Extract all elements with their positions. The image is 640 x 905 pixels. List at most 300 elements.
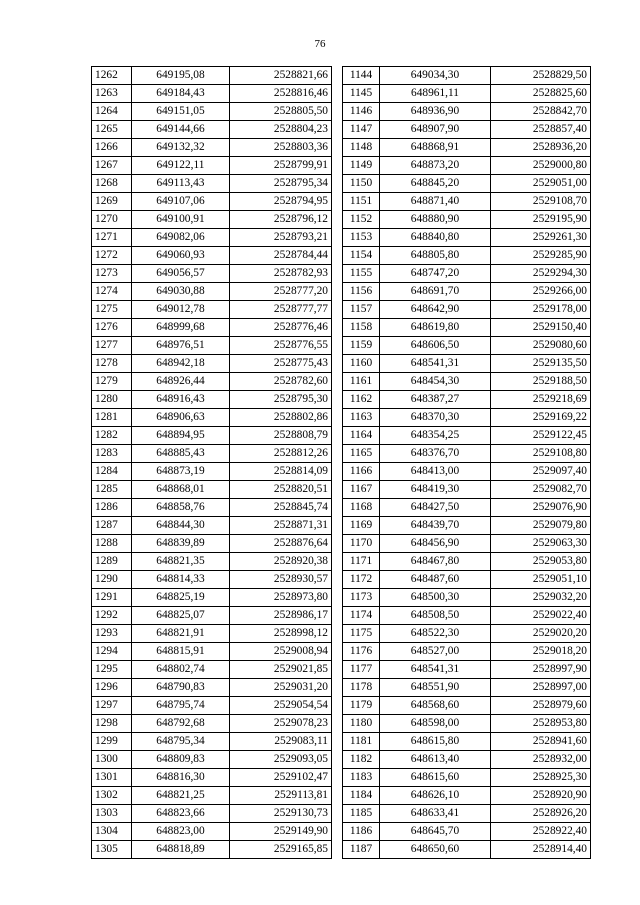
- coordinate-y: 2528920,90: [491, 787, 591, 805]
- table-row: [92, 823, 332, 841]
- point-number: 1164: [343, 427, 380, 445]
- coordinate-y: 2529169,22: [491, 409, 591, 427]
- coordinate-y: 2528793,21: [230, 229, 332, 247]
- point-number: 1264: [92, 103, 132, 121]
- coordinate-y: 2528799,91: [230, 157, 332, 175]
- coordinate-x: 648527,00: [380, 643, 491, 661]
- table-row: [92, 355, 332, 373]
- coordinate-y: 2529078,23: [230, 715, 332, 733]
- coordinate-x: 649195,08: [132, 67, 230, 85]
- point-number: 1287: [92, 517, 132, 535]
- point-number: 1262: [92, 67, 132, 85]
- point-number: 1182: [343, 751, 380, 769]
- coordinate-x: 648907,90: [380, 121, 491, 139]
- coordinate-x: 648839,89: [132, 535, 230, 553]
- coordinate-x: 649122,11: [132, 157, 230, 175]
- table-row: [343, 247, 591, 265]
- table-row: [343, 85, 591, 103]
- coordinate-y: 2528997,00: [491, 679, 591, 697]
- point-number: 1156: [343, 283, 380, 301]
- point-number: 1166: [343, 463, 380, 481]
- point-number: 1184: [343, 787, 380, 805]
- coordinate-y: 2529000,80: [491, 157, 591, 175]
- table-row: [343, 733, 591, 751]
- coordinate-x: 648613,40: [380, 751, 491, 769]
- table-row: [92, 589, 332, 607]
- table-row: [343, 103, 591, 121]
- coordinate-y: 2529135,50: [491, 355, 591, 373]
- point-number: 1271: [92, 229, 132, 247]
- point-number: 1151: [343, 193, 380, 211]
- coordinate-y: 2529266,00: [491, 283, 591, 301]
- table-row: [343, 787, 591, 805]
- coordinate-x: 648598,00: [380, 715, 491, 733]
- coordinate-x: 649184,43: [132, 85, 230, 103]
- coordinate-y: 2528930,57: [230, 571, 332, 589]
- coordinate-x: 649012,78: [132, 301, 230, 319]
- coordinate-x: 649107,06: [132, 193, 230, 211]
- table-row: [92, 67, 332, 85]
- table-row: [92, 535, 332, 553]
- coordinate-y: 2528973,80: [230, 589, 332, 607]
- coordinate-x: 648906,63: [132, 409, 230, 427]
- coordinate-y: 2529054,54: [230, 697, 332, 715]
- coordinate-x: 648916,43: [132, 391, 230, 409]
- coordinate-x: 648936,90: [380, 103, 491, 121]
- coordinate-y: 2528804,23: [230, 121, 332, 139]
- coordinate-x: 649151,05: [132, 103, 230, 121]
- coordinate-y: 2528776,55: [230, 337, 332, 355]
- table-row: [92, 409, 332, 427]
- table-row: [92, 679, 332, 697]
- point-number: 1167: [343, 481, 380, 499]
- coordinate-y: 2528812,26: [230, 445, 332, 463]
- point-number: 1301: [92, 769, 132, 787]
- table-row: [343, 373, 591, 391]
- coordinate-y: 2529008,94: [230, 643, 332, 661]
- table-row: [343, 535, 591, 553]
- coordinate-y: 2528821,66: [230, 67, 332, 85]
- point-number: 1278: [92, 355, 132, 373]
- point-number: 1177: [343, 661, 380, 679]
- coordinate-y: 2529051,00: [491, 175, 591, 193]
- table-row: [343, 553, 591, 571]
- coordinate-x: 648942,18: [132, 355, 230, 373]
- coordinate-x: 648376,70: [380, 445, 491, 463]
- coordinate-x: 648522,30: [380, 625, 491, 643]
- coordinate-y: 2528936,20: [491, 139, 591, 157]
- table-row: [343, 625, 591, 643]
- table-row: [343, 337, 591, 355]
- coordinate-y: 2528925,30: [491, 769, 591, 787]
- table-row: [343, 661, 591, 679]
- coordinate-y: 2528914,40: [491, 841, 591, 859]
- coordinate-y: 2529195,90: [491, 211, 591, 229]
- coordinate-y: 2529285,90: [491, 247, 591, 265]
- table-row: [92, 283, 332, 301]
- point-number: 1181: [343, 733, 380, 751]
- coordinate-y: 2529294,30: [491, 265, 591, 283]
- point-number: 1267: [92, 157, 132, 175]
- coordinate-x: 648868,91: [380, 139, 491, 157]
- coordinate-y: 2528871,31: [230, 517, 332, 535]
- coordinate-x: 648454,30: [380, 373, 491, 391]
- coordinate-x: 648825,19: [132, 589, 230, 607]
- coordinate-x: 648419,30: [380, 481, 491, 499]
- coordinate-x: 649113,43: [132, 175, 230, 193]
- coordinate-y: 2528979,60: [491, 697, 591, 715]
- point-number: 1175: [343, 625, 380, 643]
- coordinate-x: 648650,60: [380, 841, 491, 859]
- table-row: [92, 643, 332, 661]
- table-row: [343, 121, 591, 139]
- table-row: [343, 841, 591, 859]
- point-number: 1171: [343, 553, 380, 571]
- table-row: [343, 157, 591, 175]
- point-number: 1266: [92, 139, 132, 157]
- coordinate-y: 2529108,80: [491, 445, 591, 463]
- coordinate-x: 648747,20: [380, 265, 491, 283]
- table-row: [343, 211, 591, 229]
- coordinate-y: 2529032,20: [491, 589, 591, 607]
- coordinate-y: 2528784,44: [230, 247, 332, 265]
- point-number: 1163: [343, 409, 380, 427]
- table-row: [343, 175, 591, 193]
- point-number: 1286: [92, 499, 132, 517]
- coordinate-y: 2529093,05: [230, 751, 332, 769]
- coordinate-x: 648858,76: [132, 499, 230, 517]
- coordinate-x: 648619,80: [380, 319, 491, 337]
- point-number: 1265: [92, 121, 132, 139]
- coordinate-x: 649100,91: [132, 211, 230, 229]
- point-number: 1297: [92, 697, 132, 715]
- table-row: [343, 445, 591, 463]
- point-number: 1150: [343, 175, 380, 193]
- coordinate-x: 648606,50: [380, 337, 491, 355]
- coordinate-y: 2528782,93: [230, 265, 332, 283]
- coordinate-x: 648845,20: [380, 175, 491, 193]
- coordinates-table-right: [342, 66, 591, 859]
- coordinate-x: 648823,66: [132, 805, 230, 823]
- coordinate-x: 648615,80: [380, 733, 491, 751]
- table-row: [92, 481, 332, 499]
- point-number: 1176: [343, 643, 380, 661]
- coordinate-y: 2529080,60: [491, 337, 591, 355]
- coordinate-y: 2528775,43: [230, 355, 332, 373]
- coordinate-x: 648999,68: [132, 319, 230, 337]
- table-row: [92, 571, 332, 589]
- coordinate-y: 2528802,86: [230, 409, 332, 427]
- point-number: 1160: [343, 355, 380, 373]
- point-number: 1144: [343, 67, 380, 85]
- point-number: 1154: [343, 247, 380, 265]
- coordinate-y: 2528986,17: [230, 607, 332, 625]
- table-row: [343, 481, 591, 499]
- table-row: [343, 409, 591, 427]
- coordinate-x: 648795,34: [132, 733, 230, 751]
- coordinate-x: 648815,91: [132, 643, 230, 661]
- table-row: [92, 265, 332, 283]
- coordinate-x: 649056,57: [132, 265, 230, 283]
- coordinate-y: 2528796,12: [230, 211, 332, 229]
- coordinate-x: 648541,31: [380, 355, 491, 373]
- coordinate-x: 648500,30: [380, 589, 491, 607]
- coordinate-y: 2528794,95: [230, 193, 332, 211]
- point-number: 1168: [343, 499, 380, 517]
- point-number: 1300: [92, 751, 132, 769]
- table-row: [343, 301, 591, 319]
- coordinate-y: 2528857,40: [491, 121, 591, 139]
- coordinate-y: 2529021,85: [230, 661, 332, 679]
- point-number: 1284: [92, 463, 132, 481]
- point-number: 1174: [343, 607, 380, 625]
- point-number: 1288: [92, 535, 132, 553]
- coordinate-x: 648413,00: [380, 463, 491, 481]
- coordinates-table-left: [91, 66, 332, 859]
- table-row: [92, 625, 332, 643]
- point-number: 1273: [92, 265, 132, 283]
- table-row: [343, 607, 591, 625]
- coordinate-x: 648792,68: [132, 715, 230, 733]
- coordinate-x: 649060,93: [132, 247, 230, 265]
- coordinate-x: 648487,60: [380, 571, 491, 589]
- coordinate-y: 2528997,90: [491, 661, 591, 679]
- table-row: [92, 751, 332, 769]
- table-row: [343, 139, 591, 157]
- table-row: [92, 337, 332, 355]
- point-number: 1283: [92, 445, 132, 463]
- point-number: 1153: [343, 229, 380, 247]
- coordinate-y: 2528795,34: [230, 175, 332, 193]
- coordinate-y: 2528926,20: [491, 805, 591, 823]
- coordinate-x: 648805,80: [380, 247, 491, 265]
- coordinate-y: 2528816,46: [230, 85, 332, 103]
- point-number: 1272: [92, 247, 132, 265]
- table-row: [92, 463, 332, 481]
- point-number: 1155: [343, 265, 380, 283]
- coordinate-y: 2529051,10: [491, 571, 591, 589]
- coordinate-y: 2529076,90: [491, 499, 591, 517]
- coordinate-y: 2529083,11: [230, 733, 332, 751]
- coordinate-y: 2528842,70: [491, 103, 591, 121]
- table-row: [92, 661, 332, 679]
- coordinate-x: 649132,32: [132, 139, 230, 157]
- point-number: 1274: [92, 283, 132, 301]
- point-number: 1291: [92, 589, 132, 607]
- point-number: 1290: [92, 571, 132, 589]
- table-row: [92, 697, 332, 715]
- coordinate-y: 2529053,80: [491, 553, 591, 571]
- point-number: 1148: [343, 139, 380, 157]
- coordinate-x: 648821,35: [132, 553, 230, 571]
- coordinate-x: 648894,95: [132, 427, 230, 445]
- point-number: 1268: [92, 175, 132, 193]
- table-row: [343, 589, 591, 607]
- table-row: [92, 139, 332, 157]
- point-number: 1185: [343, 805, 380, 823]
- point-number: 1157: [343, 301, 380, 319]
- point-number: 1276: [92, 319, 132, 337]
- point-number: 1158: [343, 319, 380, 337]
- coordinate-y: 2528829,50: [491, 67, 591, 85]
- coordinate-x: 648823,00: [132, 823, 230, 841]
- coordinate-x: 648818,89: [132, 841, 230, 859]
- coordinate-y: 2529020,20: [491, 625, 591, 643]
- point-number: 1186: [343, 823, 380, 841]
- point-number: 1178: [343, 679, 380, 697]
- point-number: 1161: [343, 373, 380, 391]
- table-row: [343, 643, 591, 661]
- point-number: 1159: [343, 337, 380, 355]
- table-row: [343, 463, 591, 481]
- coordinate-y: 2529022,40: [491, 607, 591, 625]
- coordinate-x: 648976,51: [132, 337, 230, 355]
- coordinate-x: 648645,70: [380, 823, 491, 841]
- point-number: 1172: [343, 571, 380, 589]
- table-row: [343, 391, 591, 409]
- table-row: [92, 715, 332, 733]
- coordinate-y: 2528922,40: [491, 823, 591, 841]
- table-row: [92, 805, 332, 823]
- table-row: [92, 445, 332, 463]
- point-number: 1279: [92, 373, 132, 391]
- coordinate-y: 2528795,30: [230, 391, 332, 409]
- point-number: 1280: [92, 391, 132, 409]
- coordinate-x: 648825,07: [132, 607, 230, 625]
- point-number: 1281: [92, 409, 132, 427]
- coordinate-y: 2529178,00: [491, 301, 591, 319]
- coordinate-y: 2529122,45: [491, 427, 591, 445]
- coordinate-y: 2529102,47: [230, 769, 332, 787]
- point-number: 1298: [92, 715, 132, 733]
- coordinate-x: 648844,30: [132, 517, 230, 535]
- coordinate-x: 648427,50: [380, 499, 491, 517]
- coordinate-y: 2528876,64: [230, 535, 332, 553]
- coordinate-x: 648626,10: [380, 787, 491, 805]
- coordinate-y: 2528941,60: [491, 733, 591, 751]
- point-number: 1263: [92, 85, 132, 103]
- coordinate-x: 648880,90: [380, 211, 491, 229]
- table-row: [92, 301, 332, 319]
- table-row: [343, 229, 591, 247]
- point-number: 1269: [92, 193, 132, 211]
- coordinate-x: 648508,50: [380, 607, 491, 625]
- point-number: 1169: [343, 517, 380, 535]
- table-row: [92, 175, 332, 193]
- coordinate-x: 648926,44: [132, 373, 230, 391]
- coordinate-x: 648809,83: [132, 751, 230, 769]
- coordinate-x: 648370,30: [380, 409, 491, 427]
- point-number: 1296: [92, 679, 132, 697]
- coordinate-x: 648633,41: [380, 805, 491, 823]
- table-row: [92, 499, 332, 517]
- point-number: 1304: [92, 823, 132, 841]
- point-number: 1162: [343, 391, 380, 409]
- coordinate-y: 2528920,38: [230, 553, 332, 571]
- table-row: [343, 679, 591, 697]
- point-number: 1187: [343, 841, 380, 859]
- point-number: 1145: [343, 85, 380, 103]
- coordinate-y: 2528808,79: [230, 427, 332, 445]
- table-row: [343, 427, 591, 445]
- table-row: [92, 247, 332, 265]
- point-number: 1170: [343, 535, 380, 553]
- coordinate-x: 648802,74: [132, 661, 230, 679]
- point-number: 1165: [343, 445, 380, 463]
- coordinate-y: 2528814,09: [230, 463, 332, 481]
- coordinate-x: 649034,30: [380, 67, 491, 85]
- table-row: [343, 697, 591, 715]
- table-row: [343, 715, 591, 733]
- table-row: [92, 391, 332, 409]
- coordinate-y: 2529018,20: [491, 643, 591, 661]
- point-number: 1303: [92, 805, 132, 823]
- coordinate-y: 2529113,81: [230, 787, 332, 805]
- coordinate-y: 2529188,50: [491, 373, 591, 391]
- point-number: 1179: [343, 697, 380, 715]
- coordinate-x: 648873,20: [380, 157, 491, 175]
- coordinate-y: 2528805,50: [230, 103, 332, 121]
- coordinate-y: 2529150,40: [491, 319, 591, 337]
- table-row: [92, 373, 332, 391]
- coordinate-x: 648840,80: [380, 229, 491, 247]
- coordinate-y: 2529079,80: [491, 517, 591, 535]
- point-number: 1147: [343, 121, 380, 139]
- coordinate-x: 648387,27: [380, 391, 491, 409]
- table-row: [343, 751, 591, 769]
- table-row: [343, 283, 591, 301]
- coordinate-x: 648816,30: [132, 769, 230, 787]
- table-row: [343, 193, 591, 211]
- table-row: [92, 103, 332, 121]
- coordinate-x: 648821,91: [132, 625, 230, 643]
- point-number: 1289: [92, 553, 132, 571]
- point-number: 1294: [92, 643, 132, 661]
- coordinate-y: 2529261,30: [491, 229, 591, 247]
- table-row: [343, 517, 591, 535]
- coordinate-x: 648871,40: [380, 193, 491, 211]
- coordinate-y: 2528825,60: [491, 85, 591, 103]
- table-row: [343, 499, 591, 517]
- coordinate-y: 2528803,36: [230, 139, 332, 157]
- coordinate-x: 649144,66: [132, 121, 230, 139]
- coordinate-x: 648790,83: [132, 679, 230, 697]
- table-row: [92, 787, 332, 805]
- coordinate-x: 648615,60: [380, 769, 491, 787]
- coordinate-y: 2529149,90: [230, 823, 332, 841]
- table-row: [343, 823, 591, 841]
- coordinate-y: 2528820,51: [230, 481, 332, 499]
- coordinate-x: 648814,33: [132, 571, 230, 589]
- coordinate-y: 2529097,40: [491, 463, 591, 481]
- table-row: [92, 841, 332, 859]
- coordinate-y: 2528777,77: [230, 301, 332, 319]
- coordinate-x: 648873,19: [132, 463, 230, 481]
- table-row: [92, 157, 332, 175]
- coordinate-x: 648961,11: [380, 85, 491, 103]
- table-row: [92, 427, 332, 445]
- point-number: 1173: [343, 589, 380, 607]
- point-number: 1295: [92, 661, 132, 679]
- point-number: 1292: [92, 607, 132, 625]
- table-row: [343, 571, 591, 589]
- point-number: 1275: [92, 301, 132, 319]
- table-row: [92, 121, 332, 139]
- table-row: [92, 553, 332, 571]
- coordinate-y: 2528953,80: [491, 715, 591, 733]
- coordinate-y: 2529031,20: [230, 679, 332, 697]
- coordinate-y: 2529130,73: [230, 805, 332, 823]
